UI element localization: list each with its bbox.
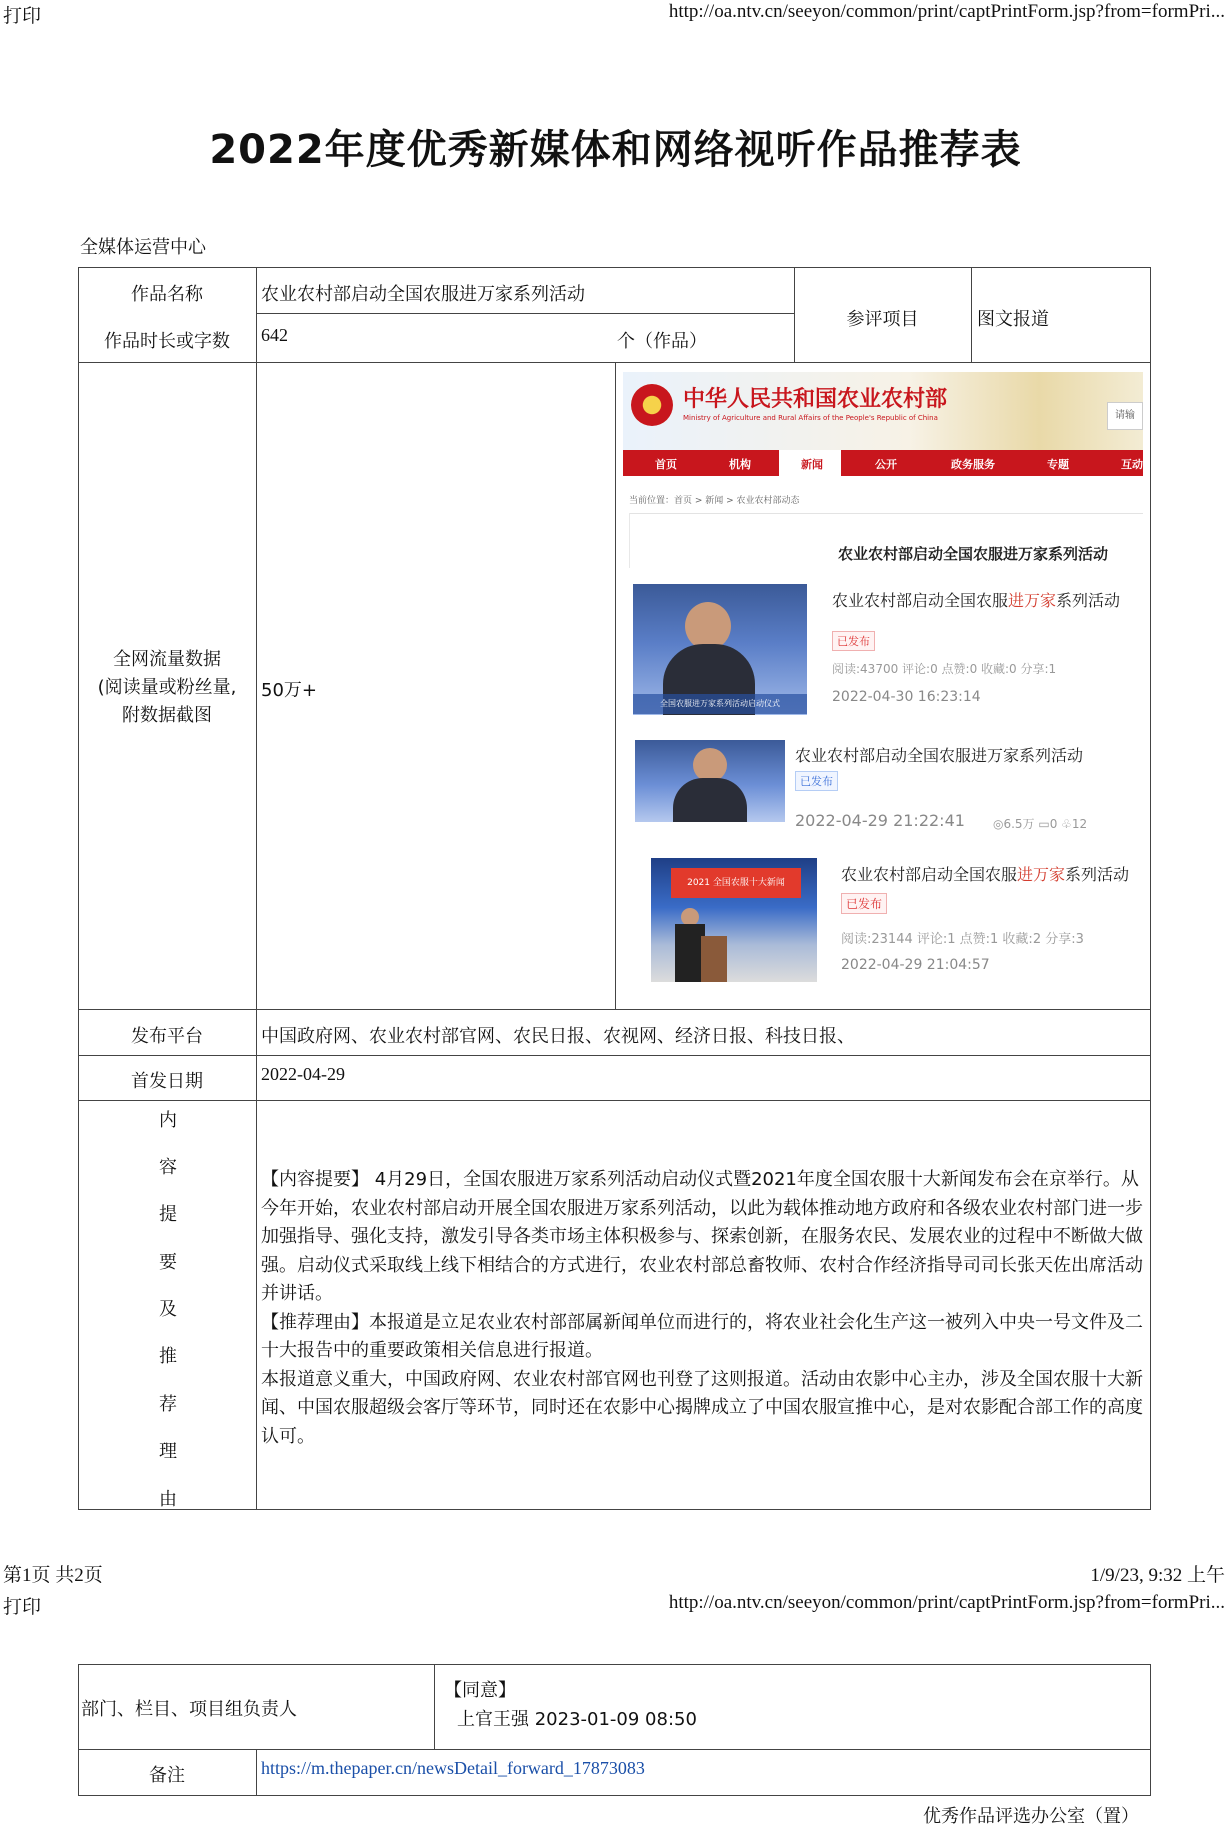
divider	[629, 513, 630, 568]
nav-topics[interactable]: 专题	[1047, 458, 1069, 471]
thumb-caption: 2021 全国农服十大新闻	[671, 868, 801, 898]
summary-label-char: 容	[159, 1157, 177, 1178]
nav-interact[interactable]: 互动	[1121, 458, 1143, 471]
card2-date: 2022-04-29 21:22:41	[795, 811, 965, 830]
card1-stats: 阅读:43700 评论:0 点赞:0 收藏:0 分享:1	[832, 662, 1057, 676]
title-part: 农业农村部启动全国农服	[841, 865, 1018, 884]
divider	[629, 513, 1143, 514]
card1-status-badge: 已发布	[832, 631, 875, 651]
work-name-value: 农业农村部启动全国农服进万家系列活动	[261, 284, 585, 305]
card3-title[interactable]	[841, 862, 1129, 885]
page-counter: 第1页 共2页	[3, 1565, 103, 1586]
nav-services[interactable]: 政务服务	[951, 458, 995, 471]
title-part: 农业农村部启动全国农服	[832, 591, 1009, 610]
card2-stats: ◎6.5万 ▭0 ♧12	[993, 817, 1088, 831]
page-url: http://oa.ntv.cn/seeyon/common/print/captPrintForm.jsp?from=formPri...	[668, 1592, 1225, 1613]
traffic-label-line: (阅读量或粉丝量,	[97, 677, 237, 698]
podium	[701, 936, 727, 982]
article-headline[interactable]: 农业农村部启动全国农服进万家系列活动	[838, 545, 1109, 563]
col-divider	[256, 1749, 257, 1796]
person-body	[673, 778, 747, 822]
first-date-label: 首发日期	[131, 1071, 203, 1092]
card1-title[interactable]	[832, 588, 1120, 611]
title-part: 系列活动	[1056, 591, 1121, 610]
page-url: http://oa.ntv.cn/seeyon/common/print/captPrintForm.jsp?from=formPri...	[668, 1, 1225, 22]
department-name: 全媒体运营中心	[80, 237, 206, 258]
person-face	[685, 602, 731, 650]
remark-link[interactable]: https://m.thepaper.cn/newsDetail_forward_17873083	[261, 1758, 645, 1778]
card3-stats: 阅读:23144 评论:1 点赞:1 收藏:2 分享:3	[841, 932, 1084, 947]
col-divider	[434, 1664, 435, 1749]
length-value: 642	[261, 325, 288, 345]
person-face	[693, 748, 727, 782]
summary-text	[261, 1166, 1147, 1451]
summary-label-char: 提	[159, 1204, 177, 1225]
summary-label-char: 荐	[159, 1394, 177, 1415]
nav-org[interactable]: 机构	[729, 458, 751, 471]
row-divider	[78, 1100, 1151, 1101]
summary-label-char: 及	[159, 1299, 177, 1320]
card2-title[interactable]: 农业农村部启动全国农服进万家系列活动	[795, 746, 1084, 765]
site-nav	[623, 450, 1143, 476]
length-label: 作品时长或字数	[104, 331, 230, 352]
title-highlight: 进万家	[1008, 591, 1057, 610]
label-column-divider	[256, 267, 257, 1510]
traffic-label-line: 附数据截图	[122, 705, 212, 726]
col-divider	[971, 267, 972, 362]
site-breadcrumb: 当前位置：首页 > 新闻 > 农业农村部动态	[629, 496, 800, 506]
card2-thumbnail[interactable]	[635, 740, 785, 822]
leader-label: 部门、栏目、项目组负责人	[81, 1699, 297, 1720]
first-date-value: 2022-04-29	[261, 1064, 345, 1084]
nav-public[interactable]: 公开	[875, 458, 897, 471]
approver: 上官王强 2023-01-09 08:50	[457, 1709, 697, 1730]
site-name: 中华人民共和国农业农村部	[683, 387, 948, 412]
card2-status-badge: 已发布	[795, 771, 838, 791]
national-emblem-icon	[631, 384, 673, 426]
card3-status-badge: 已发布	[841, 893, 887, 914]
summary-label-char: 由	[159, 1489, 177, 1510]
nav-home[interactable]: 首页	[655, 458, 677, 471]
summary-paragraph: 【内容提要】 4月29日，全国农服进万家系列活动启动仪式暨2021年度全国农服十大新闻发布会在京举行。从今年开始，农业农村部启动开展全国农服进万家系列活动，以此为载体推动地方政府和各级农业农村部门进一步加强指导、强化支持，激发引导各类市场主体积极参与、探索创新，在服务农民、发展农业的过程中不断做大做强。启动仪式采取线上线下相结合的方式进行，农业农村部总畜牧师、农村合作经济指导司司长张天佐出席活动并讲话。	[261, 1169, 1143, 1304]
card3-date: 2022-04-29 21:04:57	[841, 957, 990, 973]
significance-paragraph: 本报道意义重大，中国政府网、农业农村部官网也刊登了这则报道。活动由农影中心主办，涉及全国农服十大新闻、中国农服超级会客厅等环节，同时还在农影中心揭牌成立了中国农服宣推中心，是对农影配合部工作的高度认可。	[261, 1368, 1143, 1447]
category-label: 参评项目	[846, 309, 919, 330]
col-divider	[615, 362, 616, 1009]
page-title: 2022年度优秀新媒体和网络视听作品推荐表	[209, 127, 1022, 173]
traffic-label-line: 全网流量数据	[113, 649, 221, 670]
title-highlight: 进万家	[1017, 865, 1066, 884]
search-input[interactable]: 请输	[1107, 402, 1143, 430]
category-value: 图文报道	[977, 309, 1049, 330]
thumb-caption: 全国农服进万家系列活动启动仪式	[633, 694, 807, 714]
row-divider	[78, 1009, 1151, 1010]
summary-label-char: 理	[159, 1441, 177, 1462]
summary-label-char: 要	[159, 1252, 177, 1273]
site-banner	[623, 372, 1143, 450]
title-part: 系列活动	[1065, 865, 1130, 884]
remark-label: 备注	[149, 1765, 185, 1786]
traffic-value: 50万+	[261, 680, 317, 701]
traffic-screenshot	[623, 372, 1143, 1004]
summary-label-char: 推	[159, 1346, 177, 1367]
print-label: 打印	[3, 6, 42, 27]
row-divider	[78, 1055, 1151, 1056]
row-divider	[78, 1749, 1151, 1750]
length-unit: 个（作品）	[617, 331, 707, 352]
print-label: 打印	[3, 1597, 42, 1618]
summary-label-char: 内	[159, 1110, 177, 1131]
office-name: 优秀作品评选办公室（置）	[923, 1806, 1139, 1827]
site-name-en: Ministry of Agriculture and Rural Affairs of the People's Republic of China	[683, 414, 938, 422]
platform-label: 发布平台	[131, 1026, 203, 1047]
platform-value: 中国政府网、农业农村部官网、农民日报、农视网、经济日报、科技日报、	[261, 1026, 855, 1047]
work-name-label: 作品名称	[131, 284, 203, 305]
approval-status: 【同意】	[444, 1680, 516, 1701]
card3-thumbnail[interactable]	[651, 858, 817, 982]
print-timestamp: 1/9/23, 9:32 上午	[1090, 1565, 1225, 1586]
nav-news[interactable]: 新闻	[801, 458, 823, 471]
card1-date: 2022-04-30 16:23:14	[832, 689, 981, 705]
row-divider	[256, 313, 794, 314]
recommend-paragraph: 【推荐理由】本报道是立足农业农村部部属新闻单位而进行的，将农业社会化生产这一被列入中央一号文件及二十大报告中的重要政策相关信息进行报道。	[261, 1311, 1143, 1361]
card1-thumbnail[interactable]	[633, 584, 807, 715]
traffic-label	[78, 646, 256, 730]
